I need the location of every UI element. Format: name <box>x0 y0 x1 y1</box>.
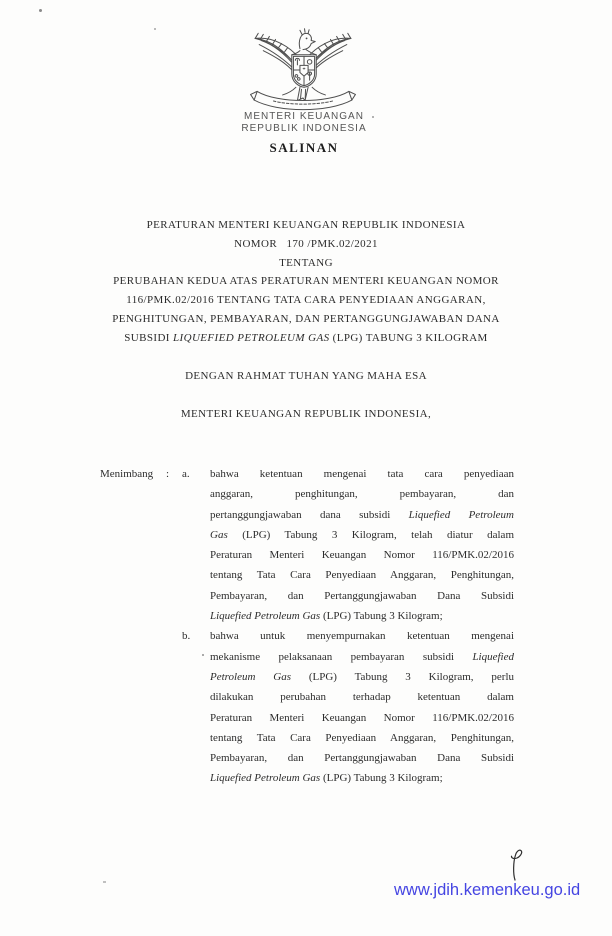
considerations-section <box>100 464 514 789</box>
title-block <box>95 216 517 348</box>
consideration-line: tentang Tata Cara Penyediaan Anggaran, Penghitungan, <box>210 569 514 582</box>
consideration-line: Liquefied Petroleum Gas (LPG) Tabung 3 Kilogram; <box>210 772 443 785</box>
subject-line: PENGHITUNGAN, PEMBAYARAN, DAN PERTANGGUNGJAWABAN DANA <box>112 312 500 325</box>
subject-line: 116/PMK.02/2016 TENTANG TATA CARA PENYEDIAAN ANGGARAN, <box>126 294 486 307</box>
item-letter: a. <box>182 468 190 480</box>
invocation-line: DENGAN RAHMAT TUHAN YANG MAHA ESA <box>185 370 427 382</box>
consideration-line: Peraturan Menteri Keuangan Nomor 116/PMK.02/2016 <box>210 549 514 562</box>
consideration-line: Petroleum Gas (LPG) Tabung 3 Kilogram, perlu <box>210 670 514 683</box>
garuda-pancasila-emblem-icon <box>247 28 359 112</box>
regulation-title-line: PERATURAN MENTERI KEUANGAN REPUBLIK INDONESIA <box>146 219 466 231</box>
consideration-line: bahwa untuk menyempurnakan ketentuan mengenai <box>210 630 514 643</box>
jdih-url-link[interactable]: www.jdih.kemenkeu.go.id <box>394 881 581 899</box>
ministry-name: MENTERI KEUANGAN <box>244 111 364 122</box>
item-letter: b. <box>182 630 191 643</box>
scan-artifact-dot <box>154 28 156 30</box>
consideration-line: anggaran, penghitungan, pembayaran, dan <box>210 488 514 501</box>
consideration-line: Liquefied Petroleum Gas (LPG) Tabung 3 Kilogram; <box>210 610 443 623</box>
consideration-line: pertanggungjawaban dana subsidi Liquefied Petroleum <box>210 508 514 521</box>
republic-name: REPUBLIK INDONESIA <box>241 123 367 134</box>
tentang-line: TENTANG <box>279 256 333 269</box>
menimbang-label: Menimbang <box>100 468 154 480</box>
consideration-item-a <box>182 464 514 626</box>
scan-artifact-dot <box>103 881 106 883</box>
menimbang-colon: : <box>166 468 170 480</box>
consideration-line: mekanisme pelaksanaan pembayaran subsidi Liquefied <box>210 650 514 663</box>
scan-artifact-dot <box>372 116 374 118</box>
consideration-line: Gas (LPG) Tabung 3 Kilogram, telah diatur dalam <box>210 528 514 541</box>
scan-artifact-dot <box>202 654 204 656</box>
subject-line: PERUBAHAN KEDUA ATAS PERATURAN MENTERI KEUANGAN NOMOR <box>113 275 499 288</box>
consideration-line: bahwa ketentuan mengenai tata cara penyediaan <box>210 468 514 480</box>
consideration-line: Peraturan Menteri Keuangan Nomor 116/PMK.02/2016 <box>210 711 514 724</box>
paraf-signature-icon <box>505 848 527 882</box>
salinan-stamp: SALINAN <box>269 140 339 155</box>
consideration-item-b <box>182 626 514 788</box>
consideration-line: Pembayaran, dan Pertanggungjawaban Dana Subsidi <box>210 752 514 765</box>
regulation-number-line: NOMOR 170 /PMK.02/2021 <box>234 237 378 250</box>
consideration-line: dilakukan perubahan terhadap ketentuan dalam <box>210 691 514 704</box>
considerations-list <box>182 464 514 789</box>
subject-line: SUBSIDI LIQUEFIED PETROLEUM GAS (LPG) TABUNG 3 KILOGRAM <box>124 331 488 344</box>
scan-artifact-dot <box>39 9 42 12</box>
consideration-line: Pembayaran, dan Pertanggungjawaban Dana Subsidi <box>210 589 514 602</box>
item-text <box>210 464 514 626</box>
item-text <box>210 626 514 788</box>
consideration-line: tentang Tata Cara Penyediaan Anggaran, Penghitungan, <box>210 731 514 744</box>
authority-line: MENTERI KEUANGAN REPUBLIK INDONESIA, <box>180 408 432 420</box>
